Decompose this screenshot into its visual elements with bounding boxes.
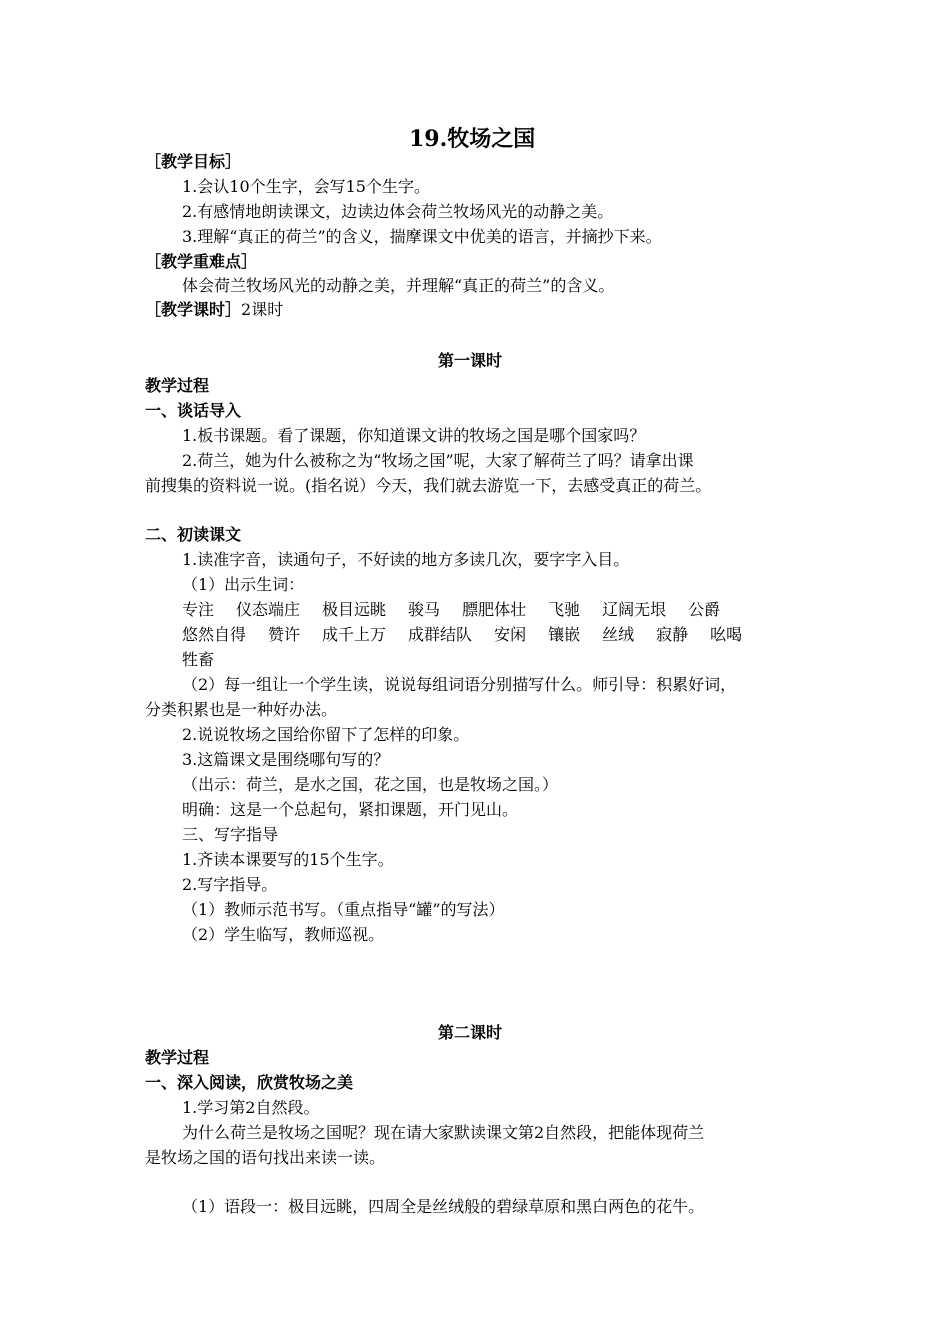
paragraph-line: （2）每一组让一个学生读，说说每组词语分别描写什么。师引导：积累好词， (182, 675, 737, 694)
paragraph-line: 1.板书课题。看了课题，你知道课文讲的牧场之国是哪个国家吗？ (182, 426, 646, 445)
paragraph-line: 1.学习第2自然段。 (182, 1098, 320, 1117)
vocab-word: 飞驰 (548, 600, 581, 619)
paragraph-line: （1）教师示范书写。（重点指导“罐”的写法） (182, 900, 505, 919)
paragraph-line: （2）学生临写，教师巡视。 (182, 925, 385, 944)
document-title: 19.牧场之国 (409, 126, 536, 152)
vocab-word: 仪态端庄 (236, 600, 301, 619)
paragraph-line: （1）出示生词： (182, 575, 305, 594)
lesson2-heading: 第二课时 (438, 1023, 503, 1042)
periods-line (145, 298, 283, 322)
lesson1-part3-heading: 三、写字指导 (182, 825, 279, 844)
vocab-word: 牲畜 (182, 650, 215, 669)
vocab-word: 专注 (182, 600, 215, 619)
paragraph-line: 为什么荷兰是牧场之国呢？现在请大家默读课文第2自然段，把能体现荷兰 (182, 1123, 705, 1142)
lesson1-process: 教学过程 (145, 376, 210, 395)
paragraph-line: 1.读准字音，读通句子，不好读的地方多读几次，要字字入目。 (182, 550, 630, 569)
paragraph-line: 是牧场之国的语句找出来读一读。 (145, 1148, 386, 1167)
vocab-word: 镶嵌 (548, 625, 581, 644)
objectives-heading: ［教学目标］ (145, 152, 242, 171)
objective-item: 1.会认10个生字，会写15个生字。 (182, 177, 430, 196)
vocab-word: 赞许 (268, 625, 301, 644)
vocab-word: 极目远眺 (322, 600, 387, 619)
paragraph-line: （1）语段一：极目远眺，四周全是丝绒般的碧绿草原和黑白两色的花牛。 (182, 1197, 705, 1216)
vocabulary-row (182, 598, 742, 622)
vocab-word: 辽阔无垠 (602, 600, 667, 619)
paragraph-line: 明确：这是一个总起句，紧扣课题，开门见山。 (182, 800, 519, 819)
lesson1-part1-heading: 一、谈话导入 (145, 401, 242, 420)
vocab-word: 安闲 (494, 625, 527, 644)
vocab-word: 成群结队 (408, 625, 473, 644)
paragraph-line: 前搜集的资料说一说。(指名说）今天，我们就去游览一下，去感受真正的荷兰。 (145, 476, 712, 495)
vocab-word: 骏马 (408, 600, 441, 619)
vocab-word: 膘肥体壮 (462, 600, 527, 619)
paragraph-line: 3.这篇课文是围绕哪句写的？ (182, 750, 390, 769)
paragraph-line: 2.荷兰，她为什么被称之为“牧场之国”呢，大家了解荷兰了吗？请拿出课 (182, 451, 694, 470)
key-points-text: 体会荷兰牧场风光的动静之美，并理解“真正的荷兰”的含义。 (182, 276, 615, 295)
paragraph-line: 2.说说牧场之国给你留下了怎样的印象。 (182, 725, 470, 744)
vocab-word: 悠然自得 (182, 625, 247, 644)
key-points-heading: ［教学重难点］ (145, 252, 258, 271)
vocab-word: 丝绒 (602, 625, 635, 644)
lesson1-heading: 第一课时 (438, 351, 503, 370)
lesson2-process: 教学过程 (145, 1048, 210, 1067)
objective-item: 2.有感情地朗读课文，边读边体会荷兰牧场风光的动静之美。 (182, 202, 614, 221)
vocab-word: 寂静 (656, 625, 689, 644)
paragraph-line: 2.写字指导。 (182, 875, 278, 894)
periods-value: 2课时 (241, 300, 284, 319)
vocabulary-row (182, 623, 764, 647)
objective-item: 3.理解“真正的荷兰”的含义，揣摩课文中优美的语言，并摘抄下来。 (182, 227, 662, 246)
periods-heading: ［教学课时］ (145, 300, 242, 319)
vocab-word: 成千上万 (322, 625, 387, 644)
paragraph-line: 分类积累也是一种好办法。 (145, 700, 338, 719)
vocab-word: 吆喝 (710, 625, 743, 644)
paragraph-line: 1.齐读本课要写的15个生字。 (182, 850, 394, 869)
lesson1-part2-heading: 二、初读课文 (145, 525, 242, 544)
lesson2-part1-heading: 一、深入阅读，欣赏牧场之美 (145, 1073, 354, 1092)
paragraph-line: （出示：荷兰，是水之国，花之国，也是牧场之国。） (182, 775, 559, 794)
vocab-word: 公爵 (688, 600, 721, 619)
